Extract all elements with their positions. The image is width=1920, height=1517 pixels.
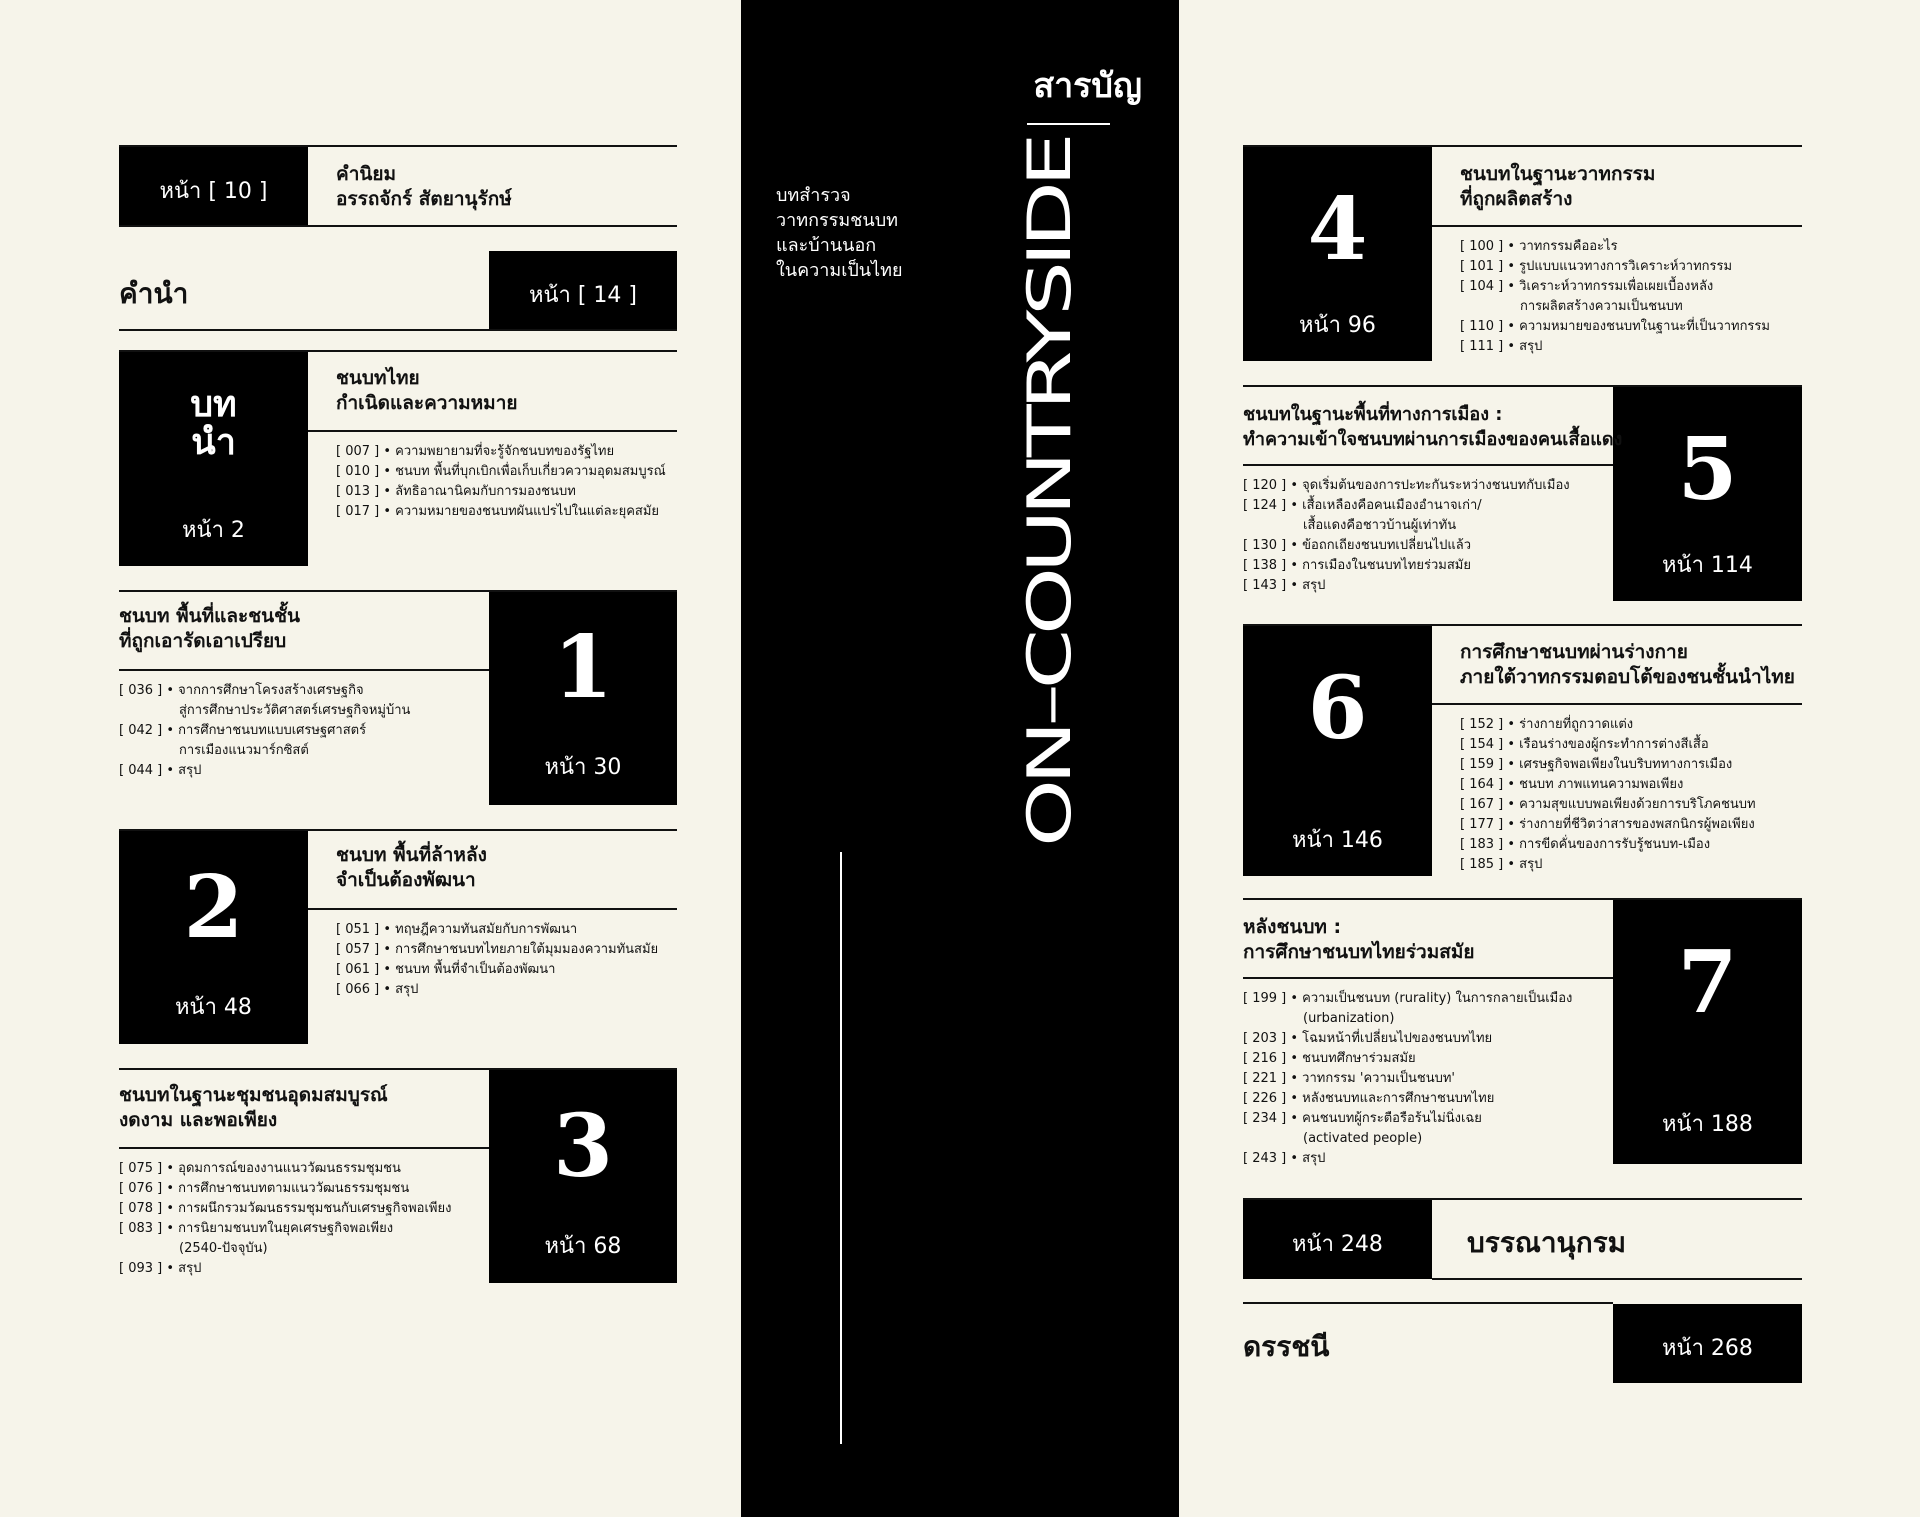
list-item: การเมืองแนวมาร์กซิสต์ <box>179 743 309 758</box>
divider <box>119 669 489 671</box>
preface-page-block[interactable] <box>489 251 677 330</box>
list-item[interactable]: [ 007 ] • ความพยายามที่จะรู้จักชนบทของรัฐไทย <box>336 444 615 459</box>
list-item[interactable]: [ 177 ] • ร่างกายที่ชีวิตว่าสารของพสกนิกรผู้พอเพียง <box>1460 817 1755 832</box>
divider <box>119 1147 489 1149</box>
list-item[interactable]: [ 124 ] • เสื้อเหลืองคือคนเมืองอำนาจเก่า/ <box>1243 498 1482 513</box>
chapter-1-number: 1 <box>553 617 613 718</box>
list-item[interactable]: [ 183 ] • การขีดคั่นของการรับรู้ชนบท-เมือง <box>1460 837 1711 852</box>
chapter-7-block[interactable] <box>1613 900 1802 1164</box>
chapter-6-page: หน้า 146 <box>1292 828 1383 853</box>
list-item: (activated people) <box>1303 1131 1423 1146</box>
chapter-5-page: หน้า 114 <box>1662 553 1753 578</box>
list-item[interactable]: [ 104 ] • วิเคราะห์วาทกรรมเพื่อเผยเบื้องหลัง <box>1460 279 1714 294</box>
chapter-6-block[interactable] <box>1243 626 1432 876</box>
list-item[interactable]: [ 044 ] • สรุป <box>119 763 202 778</box>
list-item[interactable]: [ 051 ] • ทฤษฎีความทันสมัยกับการพัฒนา <box>336 922 578 937</box>
list-item: เสื้อแดงคือชาวบ้านผู้เท่าทัน <box>1303 518 1457 533</box>
list-item[interactable]: [ 120 ] • จุดเริ่มต้นของการปะทะกันระหว่างชนบทกับเมือง <box>1243 478 1570 493</box>
vertical-rule <box>840 852 842 1444</box>
list-item[interactable]: [ 152 ] • ร่างกายที่ถูกวาดแต่ง <box>1460 717 1634 732</box>
chapter-5-title[interactable]: ชนบทในฐานะพื้นที่ทางการเมือง : ทำความเข้าใจชนบทผ่านการเมืองของคนเสื้อแดง <box>1243 404 1623 450</box>
chapter-2-number: 2 <box>183 857 244 958</box>
list-item[interactable]: [ 159 ] • เศรษฐกิจพอเพียงในบริบททางการเมือง <box>1460 757 1733 772</box>
list-item[interactable]: [ 013 ] • ลัทธิอาณานิคมกับการมองชนบท <box>336 484 576 499</box>
chapter-2-title[interactable]: ชนบท พื้นที่ล้าหลัง จำเป็นต้องพัฒนา <box>336 844 487 891</box>
list-item[interactable]: [ 100 ] • วาทกรรมคืออะไร <box>1460 239 1618 254</box>
bibliography-page: หน้า 248 <box>1292 1232 1383 1257</box>
chapter-7-title[interactable]: หลังชนบท : การศึกษาชนบทไทยร่วมสมัย <box>1243 916 1475 963</box>
list-item[interactable]: [ 138 ] • การเมืองในชนบทไทยร่วมสมัย <box>1243 558 1471 573</box>
list-item[interactable]: [ 226 ] • หลังชนบทและการศึกษาชนบทไทย <box>1243 1091 1495 1106</box>
chapter-3-block[interactable] <box>489 1070 677 1283</box>
list-item[interactable]: [ 066 ] • สรุป <box>336 982 419 997</box>
list-item[interactable]: [ 185 ] • สรุป <box>1460 857 1543 872</box>
foreword-page: หน้า [ 10 ] <box>159 179 268 204</box>
chapter-1-title[interactable]: ชนบท พื้นที่และชนชั้น ที่ถูกเอารัดเอาเปรียบ <box>119 605 300 652</box>
bibliography-title[interactable]: บรรณานุกรม <box>1467 1226 1627 1259</box>
chapter-3-list <box>119 1159 451 1279</box>
chapter-4-number: 4 <box>1307 179 1368 280</box>
chapter-3-title[interactable]: ชนบทในฐานะชุมชนอุดมสมบูรณ์ งดงาม และพอเพียง <box>119 1084 388 1131</box>
chapter-7-list <box>1243 989 1572 1169</box>
list-item: สู่การศึกษาประวัติศาสตร์เศรษฐกิจหมู่บ้าน <box>179 703 411 718</box>
chapter-2-list <box>336 920 658 1000</box>
intro-block[interactable] <box>119 352 308 566</box>
chapter-7-page: หน้า 188 <box>1662 1112 1753 1137</box>
list-item[interactable]: [ 167 ] • ความสุขแบบพอเพียงด้วยการบริโภคชนบท <box>1460 797 1756 812</box>
intro-label: บท นำ <box>190 384 237 463</box>
center-panel <box>741 0 1179 1517</box>
preface-page: หน้า [ 14 ] <box>528 283 638 308</box>
chapter-2-page: หน้า 48 <box>175 995 252 1020</box>
index-page-block[interactable] <box>1613 1304 1802 1383</box>
index-title[interactable]: ดรรชนี <box>1243 1330 1330 1363</box>
list-item[interactable]: [ 078 ] • การผนึกรวมวัฒนธรรมชุมชนกับเศรษฐกิจพอเพียง <box>119 1201 452 1216</box>
chapter-1-list <box>119 681 410 781</box>
chapter-1-page: หน้า 30 <box>544 755 622 780</box>
list-item[interactable]: [ 221 ] • วาทกรรม 'ความเป็นชนบท' <box>1243 1071 1456 1086</box>
list-item: การผลิตสร้างความเป็นชนบท <box>1520 299 1683 314</box>
list-item: (urbanization) <box>1303 1011 1395 1026</box>
divider <box>1243 977 1613 979</box>
list-item[interactable]: [ 017 ] • ความหมายของชนบทผันแปรไปในแต่ละยุคสมัย <box>336 504 660 519</box>
list-item[interactable]: [ 164 ] • ชนบท ภาพแทนความพอเพียง <box>1460 777 1684 792</box>
intro-page: หน้า 2 <box>182 518 245 543</box>
list-item[interactable]: [ 154 ] • เรือนร่างของผู้กระทำการต่างสีเสื้อ <box>1460 737 1709 752</box>
vertical-title: ON–COUNTRYSIDE <box>1015 138 1085 847</box>
list-item[interactable]: [ 093 ] • สรุป <box>119 1261 202 1276</box>
chapter-2-block[interactable] <box>119 831 308 1044</box>
list-item[interactable]: [ 130 ] • ข้อถกเถียงชนบทเปลี่ยนไปแล้ว <box>1243 538 1472 553</box>
list-item[interactable]: [ 199 ] • ความเป็นชนบท (rurality) ในการกลายเป็นเมือง <box>1243 991 1573 1006</box>
divider <box>1432 225 1802 227</box>
chapter-5-number: 5 <box>1677 419 1738 520</box>
divider <box>1432 703 1802 705</box>
bibliography-page-block[interactable] <box>1243 1200 1432 1279</box>
chapter-6-number: 6 <box>1307 658 1368 759</box>
divider <box>119 329 677 331</box>
chapter-5-block[interactable] <box>1613 387 1802 601</box>
chapter-7-number: 7 <box>1677 932 1738 1033</box>
chapter-5-list <box>1243 476 1570 596</box>
toc-heading: สารบัญ <box>1033 66 1142 106</box>
list-item[interactable]: [ 216 ] • ชนบทศึกษาร่วมสมัย <box>1243 1051 1416 1066</box>
chapter-3-number: 3 <box>553 1096 613 1197</box>
divider <box>308 908 677 910</box>
foreword-title[interactable]: คำนิยม อรรถจักร์ สัตยานุรักษ์ <box>336 163 512 210</box>
list-item: (2540-ปัจจุบัน) <box>179 1241 268 1256</box>
intro-list <box>336 442 666 522</box>
chapter-3-page: หน้า 68 <box>544 1234 622 1259</box>
list-item[interactable]: [ 075 ] • อุดมการณ์ของงานแนววัฒนธรรมชุมชน <box>119 1161 401 1176</box>
divider <box>308 430 677 432</box>
list-item[interactable]: [ 203 ] • โฉมหน้าที่เปลี่ยนไปของชนบทไทย <box>1243 1031 1493 1046</box>
list-item[interactable]: [ 111 ] • สรุป <box>1460 339 1543 354</box>
foreword-page-block[interactable] <box>119 147 308 226</box>
list-item[interactable]: [ 036 ] • จากการศึกษาโครงสร้างเศรษฐกิจ <box>119 683 364 698</box>
list-item[interactable]: [ 234 ] • คนชนบทผู้กระตือรือร้นไม่นิ่งเฉย <box>1243 1111 1482 1126</box>
list-item[interactable]: [ 110 ] • ความหมายของชนบทในฐานะที่เป็นวาทกรรม <box>1460 319 1770 334</box>
list-item[interactable]: [ 042 ] • การศึกษาชนบทแบบเศรษฐศาสตร์ <box>119 723 367 738</box>
chapter-6-list <box>1460 715 1756 875</box>
list-item[interactable]: [ 076 ] • การศึกษาชนบทตามแนววัฒนธรรมชุมชน <box>119 1181 410 1196</box>
list-item[interactable]: [ 057 ] • การศึกษาชนบทไทยภายใต้มุมมองความทันสมัย <box>336 942 659 957</box>
chapter-6-title[interactable]: การศึกษาชนบทผ่านร่างกาย ภายใต้วาทกรรมตอบโต้ของชนชั้นนำไทย <box>1460 641 1795 688</box>
list-item[interactable]: [ 010 ] • ชนบท พื้นที่บุกเบิกเพื่อเก็บเกี่ยวความอุดมสมบูรณ์ <box>336 464 666 479</box>
list-item[interactable]: [ 101 ] • รูปแบบแนวทางการวิเคราะห์วาทกรรม <box>1460 259 1733 274</box>
chapter-4-title[interactable]: ชนบทในฐานะวาทกรรม ที่ถูกผลิตสร้าง <box>1460 163 1656 210</box>
index-page: หน้า 268 <box>1662 1336 1753 1361</box>
divider <box>119 225 677 227</box>
chapter-4-list <box>1460 237 1770 357</box>
intro-title[interactable]: ชนบทไทย กำเนิดและความหมาย <box>336 367 518 414</box>
heading-underline <box>1027 123 1110 125</box>
divider <box>1243 1302 1613 1304</box>
book-subtitle: บทสำรวจ วาทกรรมชนบท และบ้านนอก ในความเป็นไทย <box>776 185 903 281</box>
divider <box>1432 1278 1802 1280</box>
chapter-4-page: หน้า 96 <box>1299 313 1376 338</box>
list-item[interactable]: [ 083 ] • การนิยามชนบทในยุคเศรษฐกิจพอเพียง <box>119 1221 394 1236</box>
divider <box>1243 464 1613 466</box>
chapter-4-block[interactable] <box>1243 147 1432 361</box>
list-item[interactable]: [ 243 ] • สรุป <box>1243 1151 1326 1166</box>
preface-title[interactable]: คำนำ <box>119 277 189 310</box>
list-item[interactable]: [ 143 ] • สรุป <box>1243 578 1326 593</box>
list-item[interactable]: [ 061 ] • ชนบท พื้นที่จำเป็นต้องพัฒนา <box>336 962 556 977</box>
chapter-1-block[interactable] <box>489 592 677 805</box>
